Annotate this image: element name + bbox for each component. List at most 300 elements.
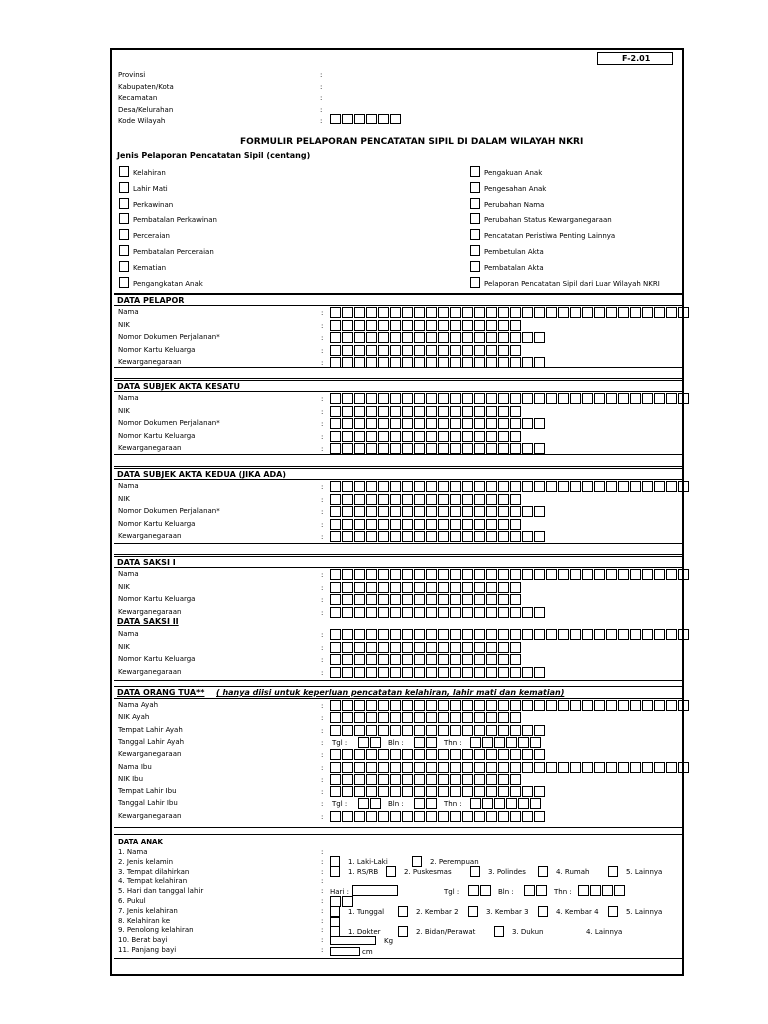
- char-cell[interactable]: [450, 494, 461, 505]
- char-cell[interactable]: [402, 443, 413, 454]
- char-cell[interactable]: [330, 418, 341, 429]
- char-cell[interactable]: [354, 519, 365, 530]
- char-cell[interactable]: [354, 481, 365, 492]
- char-cell[interactable]: [474, 811, 485, 822]
- char-cell[interactable]: [582, 762, 593, 773]
- char-cell[interactable]: [582, 629, 593, 640]
- char-cell[interactable]: [506, 798, 517, 809]
- field-grid[interactable]: [330, 712, 522, 723]
- char-cell[interactable]: [414, 798, 425, 809]
- char-cell[interactable]: [498, 786, 509, 797]
- char-cell[interactable]: [510, 393, 521, 404]
- char-cell[interactable]: [474, 431, 485, 442]
- penolong-checkbox[interactable]: [398, 926, 408, 937]
- char-cell[interactable]: [354, 786, 365, 797]
- field-grid[interactable]: [330, 667, 546, 678]
- char-cell[interactable]: [474, 569, 485, 580]
- char-cell[interactable]: [402, 749, 413, 760]
- char-cell[interactable]: [546, 629, 557, 640]
- char-cell[interactable]: [342, 345, 353, 356]
- char-cell[interactable]: [366, 345, 377, 356]
- char-cell[interactable]: [366, 320, 377, 331]
- char-cell[interactable]: [486, 531, 497, 542]
- char-cell[interactable]: [450, 582, 461, 593]
- char-cell[interactable]: [426, 629, 437, 640]
- char-cell[interactable]: [366, 431, 377, 442]
- char-cell[interactable]: [414, 431, 425, 442]
- char-cell[interactable]: [330, 393, 341, 404]
- char-cell[interactable]: [486, 519, 497, 530]
- char-cell[interactable]: [654, 393, 665, 404]
- char-cell[interactable]: [462, 786, 473, 797]
- char-cell[interactable]: [462, 774, 473, 785]
- char-cell[interactable]: [366, 494, 377, 505]
- char-cell[interactable]: [438, 712, 449, 723]
- field-grid[interactable]: [330, 582, 522, 593]
- char-cell[interactable]: [582, 569, 593, 580]
- field-grid[interactable]: [330, 725, 546, 736]
- char-cell[interactable]: [366, 725, 377, 736]
- char-cell[interactable]: [522, 811, 533, 822]
- char-cell[interactable]: [390, 607, 401, 618]
- char-cell[interactable]: [618, 393, 629, 404]
- char-cell[interactable]: [558, 481, 569, 492]
- char-cell[interactable]: [462, 332, 473, 343]
- char-cell[interactable]: [486, 506, 497, 517]
- jenis-kelahiran-checkbox[interactable]: [398, 906, 408, 917]
- char-cell[interactable]: [366, 418, 377, 429]
- char-cell[interactable]: [390, 307, 401, 318]
- char-cell[interactable]: [594, 307, 605, 318]
- char-cell[interactable]: [486, 607, 497, 618]
- char-cell[interactable]: [546, 762, 557, 773]
- jenis-checkbox[interactable]: [470, 182, 480, 193]
- char-cell[interactable]: [402, 774, 413, 785]
- char-cell[interactable]: [354, 494, 365, 505]
- char-cell[interactable]: [402, 582, 413, 593]
- char-cell[interactable]: [414, 642, 425, 653]
- char-cell[interactable]: [390, 749, 401, 760]
- char-cell[interactable]: [498, 762, 509, 773]
- char-cell[interactable]: [330, 406, 341, 417]
- jenis-kelahiran-checkbox[interactable]: [608, 906, 618, 917]
- char-cell[interactable]: [426, 481, 437, 492]
- char-cell[interactable]: [510, 749, 521, 760]
- char-cell[interactable]: [450, 506, 461, 517]
- char-cell[interactable]: [426, 506, 437, 517]
- char-cell[interactable]: [378, 332, 389, 343]
- char-cell[interactable]: [390, 774, 401, 785]
- char-cell[interactable]: [426, 494, 437, 505]
- char-cell[interactable]: [438, 811, 449, 822]
- char-cell[interactable]: [486, 712, 497, 723]
- char-cell[interactable]: [606, 569, 617, 580]
- char-cell[interactable]: [618, 307, 629, 318]
- char-cell[interactable]: [558, 762, 569, 773]
- char-cell[interactable]: [522, 443, 533, 454]
- char-cell[interactable]: [426, 774, 437, 785]
- char-cell[interactable]: [450, 642, 461, 653]
- char-cell[interactable]: [510, 786, 521, 797]
- char-cell[interactable]: [354, 667, 365, 678]
- char-cell[interactable]: [450, 519, 461, 530]
- char-cell[interactable]: [474, 393, 485, 404]
- char-cell[interactable]: [426, 531, 437, 542]
- char-cell[interactable]: [474, 494, 485, 505]
- field-grid[interactable]: [330, 406, 522, 417]
- char-cell[interactable]: [414, 418, 425, 429]
- char-cell[interactable]: [606, 629, 617, 640]
- char-cell[interactable]: [402, 320, 413, 331]
- char-cell[interactable]: [378, 506, 389, 517]
- char-cell[interactable]: [582, 307, 593, 318]
- char-cell[interactable]: [450, 418, 461, 429]
- char-cell[interactable]: [330, 700, 341, 711]
- char-cell[interactable]: [630, 569, 641, 580]
- char-cell[interactable]: [414, 725, 425, 736]
- char-cell[interactable]: [426, 700, 437, 711]
- char-cell[interactable]: [402, 506, 413, 517]
- char-cell[interactable]: [330, 582, 341, 593]
- char-cell[interactable]: [366, 114, 377, 124]
- char-cell[interactable]: [534, 700, 545, 711]
- char-cell[interactable]: [354, 418, 365, 429]
- char-cell[interactable]: [486, 725, 497, 736]
- char-cell[interactable]: [462, 506, 473, 517]
- char-cell[interactable]: [498, 531, 509, 542]
- char-cell[interactable]: [522, 607, 533, 618]
- char-cell[interactable]: [558, 569, 569, 580]
- char-cell[interactable]: [510, 582, 521, 593]
- char-cell[interactable]: [354, 725, 365, 736]
- char-cell[interactable]: [414, 494, 425, 505]
- char-cell[interactable]: [450, 700, 461, 711]
- char-cell[interactable]: [366, 786, 377, 797]
- char-cell[interactable]: [462, 762, 473, 773]
- char-cell[interactable]: [474, 642, 485, 653]
- char-cell[interactable]: [402, 569, 413, 580]
- char-cell[interactable]: [366, 506, 377, 517]
- char-cell[interactable]: [522, 762, 533, 773]
- char-cell[interactable]: [366, 642, 377, 653]
- field-grid[interactable]: [330, 654, 522, 665]
- char-cell[interactable]: [498, 607, 509, 618]
- char-cell[interactable]: [402, 629, 413, 640]
- char-cell[interactable]: [534, 393, 545, 404]
- char-cell[interactable]: [522, 629, 533, 640]
- bln-grid[interactable]: [524, 885, 548, 896]
- char-cell[interactable]: [522, 393, 533, 404]
- char-cell[interactable]: [510, 320, 521, 331]
- penolong-checkbox[interactable]: [494, 926, 504, 937]
- char-cell[interactable]: [342, 481, 353, 492]
- char-cell[interactable]: [498, 569, 509, 580]
- char-cell[interactable]: [486, 762, 497, 773]
- char-cell[interactable]: [390, 569, 401, 580]
- char-cell[interactable]: [390, 481, 401, 492]
- char-cell[interactable]: [378, 712, 389, 723]
- char-cell[interactable]: [330, 443, 341, 454]
- char-cell[interactable]: [330, 519, 341, 530]
- char-cell[interactable]: [450, 654, 461, 665]
- char-cell[interactable]: [414, 406, 425, 417]
- char-cell[interactable]: [474, 345, 485, 356]
- char-cell[interactable]: [342, 393, 353, 404]
- char-cell[interactable]: [402, 811, 413, 822]
- tempat-checkbox[interactable]: [330, 866, 340, 877]
- field-grid[interactable]: [330, 431, 522, 442]
- char-cell[interactable]: [450, 443, 461, 454]
- char-cell[interactable]: [606, 762, 617, 773]
- char-cell[interactable]: [498, 594, 509, 605]
- char-cell[interactable]: [462, 345, 473, 356]
- char-cell[interactable]: [438, 762, 449, 773]
- char-cell[interactable]: [558, 393, 569, 404]
- char-cell[interactable]: [402, 607, 413, 618]
- char-cell[interactable]: [426, 607, 437, 618]
- char-cell[interactable]: [390, 506, 401, 517]
- char-cell[interactable]: [330, 531, 341, 542]
- char-cell[interactable]: [414, 506, 425, 517]
- char-cell[interactable]: [510, 667, 521, 678]
- char-cell[interactable]: [534, 725, 545, 736]
- field-grid[interactable]: [330, 332, 546, 343]
- char-cell[interactable]: [618, 700, 629, 711]
- char-cell[interactable]: [474, 749, 485, 760]
- char-cell[interactable]: [486, 642, 497, 653]
- char-cell[interactable]: [666, 393, 677, 404]
- thn-grid[interactable]: [470, 798, 542, 809]
- char-cell[interactable]: [378, 481, 389, 492]
- char-cell[interactable]: [678, 629, 689, 640]
- jenis-checkbox[interactable]: [119, 229, 129, 240]
- char-cell[interactable]: [510, 431, 521, 442]
- char-cell[interactable]: [378, 811, 389, 822]
- char-cell[interactable]: [462, 481, 473, 492]
- char-cell[interactable]: [510, 607, 521, 618]
- char-cell[interactable]: [666, 481, 677, 492]
- field-grid[interactable]: [330, 519, 522, 530]
- char-cell[interactable]: [618, 569, 629, 580]
- char-cell[interactable]: [506, 737, 517, 748]
- char-cell[interactable]: [378, 406, 389, 417]
- char-cell[interactable]: [426, 418, 437, 429]
- char-cell[interactable]: [378, 114, 389, 124]
- char-cell[interactable]: [414, 582, 425, 593]
- char-cell[interactable]: [618, 629, 629, 640]
- char-cell[interactable]: [474, 725, 485, 736]
- char-cell[interactable]: [354, 569, 365, 580]
- jenis-checkbox[interactable]: [470, 198, 480, 209]
- char-cell[interactable]: [486, 749, 497, 760]
- char-cell[interactable]: [510, 406, 521, 417]
- char-cell[interactable]: [486, 569, 497, 580]
- char-cell[interactable]: [630, 700, 641, 711]
- char-cell[interactable]: [450, 307, 461, 318]
- char-cell[interactable]: [642, 569, 653, 580]
- char-cell[interactable]: [594, 629, 605, 640]
- char-cell[interactable]: [378, 749, 389, 760]
- char-cell[interactable]: [366, 654, 377, 665]
- bln-grid[interactable]: [414, 798, 438, 809]
- char-cell[interactable]: [536, 885, 547, 896]
- char-cell[interactable]: [414, 700, 425, 711]
- char-cell[interactable]: [654, 307, 665, 318]
- char-cell[interactable]: [342, 594, 353, 605]
- char-cell[interactable]: [354, 332, 365, 343]
- char-cell[interactable]: [342, 494, 353, 505]
- char-cell[interactable]: [414, 481, 425, 492]
- char-cell[interactable]: [494, 737, 505, 748]
- char-cell[interactable]: [438, 700, 449, 711]
- char-cell[interactable]: [402, 654, 413, 665]
- char-cell[interactable]: [354, 762, 365, 773]
- char-cell[interactable]: [530, 737, 541, 748]
- char-cell[interactable]: [378, 582, 389, 593]
- char-cell[interactable]: [606, 393, 617, 404]
- field-grid[interactable]: [330, 494, 522, 505]
- char-cell[interactable]: [510, 481, 521, 492]
- tempat-checkbox[interactable]: [608, 866, 618, 877]
- char-cell[interactable]: [438, 594, 449, 605]
- char-cell[interactable]: [470, 798, 481, 809]
- char-cell[interactable]: [426, 393, 437, 404]
- jenis-kelahiran-checkbox[interactable]: [468, 906, 478, 917]
- char-cell[interactable]: [378, 607, 389, 618]
- char-cell[interactable]: [558, 307, 569, 318]
- char-cell[interactable]: [426, 811, 437, 822]
- char-cell[interactable]: [402, 481, 413, 492]
- char-cell[interactable]: [414, 786, 425, 797]
- char-cell[interactable]: [354, 749, 365, 760]
- char-cell[interactable]: [654, 700, 665, 711]
- char-cell[interactable]: [530, 798, 541, 809]
- char-cell[interactable]: [414, 737, 425, 748]
- field-grid[interactable]: [330, 786, 546, 797]
- char-cell[interactable]: [366, 393, 377, 404]
- char-cell[interactable]: [462, 654, 473, 665]
- tgl-grid[interactable]: [358, 737, 382, 748]
- char-cell[interactable]: [570, 629, 581, 640]
- char-cell[interactable]: [510, 443, 521, 454]
- char-cell[interactable]: [474, 786, 485, 797]
- char-cell[interactable]: [330, 774, 341, 785]
- char-cell[interactable]: [366, 332, 377, 343]
- char-cell[interactable]: [486, 345, 497, 356]
- char-cell[interactable]: [474, 506, 485, 517]
- char-cell[interactable]: [486, 332, 497, 343]
- char-cell[interactable]: [342, 896, 353, 907]
- char-cell[interactable]: [450, 431, 461, 442]
- char-cell[interactable]: [390, 582, 401, 593]
- char-cell[interactable]: [654, 569, 665, 580]
- char-cell[interactable]: [594, 481, 605, 492]
- char-cell[interactable]: [654, 762, 665, 773]
- char-cell[interactable]: [522, 332, 533, 343]
- char-cell[interactable]: [510, 762, 521, 773]
- char-cell[interactable]: [630, 393, 641, 404]
- char-cell[interactable]: [510, 494, 521, 505]
- char-cell[interactable]: [474, 443, 485, 454]
- char-cell[interactable]: [474, 654, 485, 665]
- char-cell[interactable]: [426, 594, 437, 605]
- jenis-checkbox[interactable]: [119, 182, 129, 193]
- tempat-checkbox[interactable]: [470, 866, 480, 877]
- char-cell[interactable]: [330, 345, 341, 356]
- char-cell[interactable]: [590, 885, 601, 896]
- char-cell[interactable]: [402, 725, 413, 736]
- char-cell[interactable]: [462, 418, 473, 429]
- char-cell[interactable]: [534, 629, 545, 640]
- char-cell[interactable]: [498, 774, 509, 785]
- char-cell[interactable]: [498, 431, 509, 442]
- char-cell[interactable]: [462, 519, 473, 530]
- char-cell[interactable]: [618, 762, 629, 773]
- char-cell[interactable]: [534, 569, 545, 580]
- char-cell[interactable]: [630, 629, 641, 640]
- char-cell[interactable]: [486, 786, 497, 797]
- char-cell[interactable]: [342, 607, 353, 618]
- char-cell[interactable]: [462, 582, 473, 593]
- char-cell[interactable]: [354, 654, 365, 665]
- char-cell[interactable]: [510, 332, 521, 343]
- char-cell[interactable]: [330, 320, 341, 331]
- char-cell[interactable]: [414, 774, 425, 785]
- char-cell[interactable]: [342, 519, 353, 530]
- char-cell[interactable]: [630, 481, 641, 492]
- thn-grid[interactable]: [470, 737, 542, 748]
- char-cell[interactable]: [378, 700, 389, 711]
- char-cell[interactable]: [366, 749, 377, 760]
- char-cell[interactable]: [354, 406, 365, 417]
- char-cell[interactable]: [354, 774, 365, 785]
- char-cell[interactable]: [510, 519, 521, 530]
- char-cell[interactable]: [602, 885, 613, 896]
- char-cell[interactable]: [390, 332, 401, 343]
- char-cell[interactable]: [582, 393, 593, 404]
- char-cell[interactable]: [462, 749, 473, 760]
- char-cell[interactable]: [570, 481, 581, 492]
- char-cell[interactable]: [450, 569, 461, 580]
- char-cell[interactable]: [378, 774, 389, 785]
- char-cell[interactable]: [594, 393, 605, 404]
- char-cell[interactable]: [342, 629, 353, 640]
- char-cell[interactable]: [330, 307, 341, 318]
- char-cell[interactable]: [594, 700, 605, 711]
- char-cell[interactable]: [642, 393, 653, 404]
- char-cell[interactable]: [654, 629, 665, 640]
- char-cell[interactable]: [486, 307, 497, 318]
- panjang-input[interactable]: [330, 947, 360, 956]
- char-cell[interactable]: [426, 737, 437, 748]
- char-cell[interactable]: [414, 519, 425, 530]
- char-cell[interactable]: [342, 774, 353, 785]
- berat-input[interactable]: [330, 936, 376, 945]
- char-cell[interactable]: [522, 307, 533, 318]
- char-cell[interactable]: [390, 786, 401, 797]
- tgl-grid[interactable]: [358, 798, 382, 809]
- char-cell[interactable]: [534, 749, 545, 760]
- char-cell[interactable]: [438, 481, 449, 492]
- char-cell[interactable]: [534, 607, 545, 618]
- char-cell[interactable]: [438, 569, 449, 580]
- char-cell[interactable]: [330, 786, 341, 797]
- field-grid[interactable]: [330, 642, 522, 653]
- thn-grid[interactable]: [578, 885, 626, 896]
- char-cell[interactable]: [498, 712, 509, 723]
- char-cell[interactable]: [330, 569, 341, 580]
- char-cell[interactable]: [402, 418, 413, 429]
